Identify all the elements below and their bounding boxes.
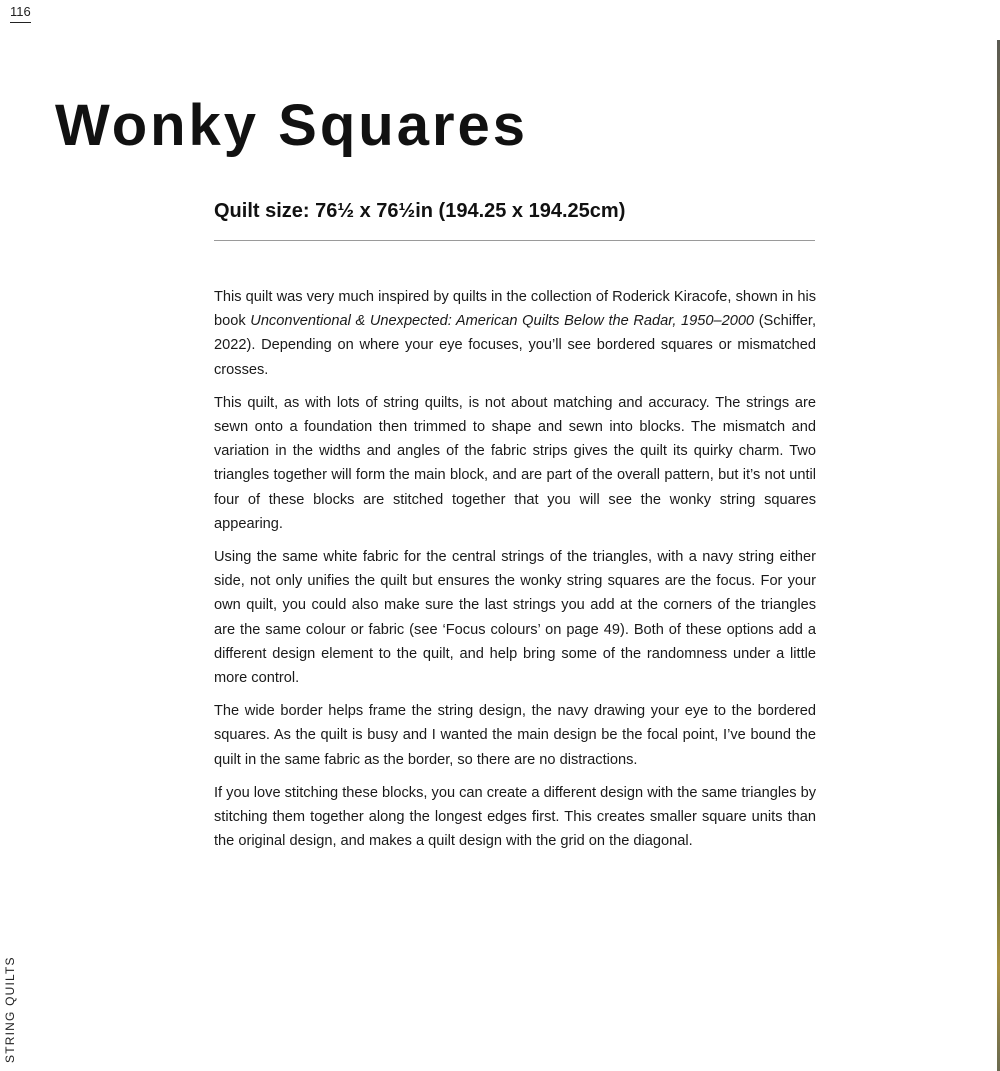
book-title: Unconventional & Unexpected: American Quilts Below the Radar, 1950–2000 [250, 313, 755, 330]
body-text [214, 285, 816, 862]
paragraph-5: If you love stitching these blocks, you can create a different design with the same triangles by stitching them together along the longest edges first. This creates smaller square units than the original design, and makes a quilt design with the grid on the diagonal. [214, 784, 816, 850]
paragraph-2: This quilt, as with lots of string quilts, is not about matching and accuracy. The strings are sewn onto a foundation then trimmed to shape and sewn into blocks. The mismatch and variation in the widths and angles of the fabric strips gives the quilt its quirky charm. Two triangles together will form the main block, and are part of the overall pattern, but it’s not until four of these blocks are stitched together that you will see the wonky string squares appearing. [214, 394, 816, 532]
section-label: STRING QUILTS [3, 956, 17, 1063]
paragraph-4: The wide border helps frame the string design, the navy drawing your eye to the bordered squares. As the quilt is busy and I wanted the main design be the focal point, I’ve bound the quilt in the same fabric as the border, so there are no distractions. [214, 703, 816, 768]
paragraph-1 [214, 285, 816, 382]
paragraph-1-rest: (Schiffer, 2022). Depending on where your eye focuses, you’ll see bordered squares or mismatched crosses. [214, 313, 817, 378]
page-title: Wonky Squares [55, 93, 529, 158]
page-number: 116 [10, 4, 31, 23]
quilt-size-heading: Quilt size: 76½ x 76½in (194.25 x 194.25cm) [214, 200, 626, 222]
heading-divider [214, 240, 815, 241]
paragraph-3: Using the same white fabric for the central strings of the triangles, with a navy string either side, not only unifies the quilt but ensures the wonky string squares are the focus. For your own quilt, you could also make sure the last strings you add at the corners of the triangles are the same colour or fabric (see ‘Focus colours’ on page 49). Both of these options add a different design element to the quilt, and help bring some of the randomness under a little more control. [214, 549, 816, 687]
paragraph-1-intro: This quilt was very much inspired by quilts in the collection of Roderick Kiracofe, shown in his book [214, 289, 816, 330]
